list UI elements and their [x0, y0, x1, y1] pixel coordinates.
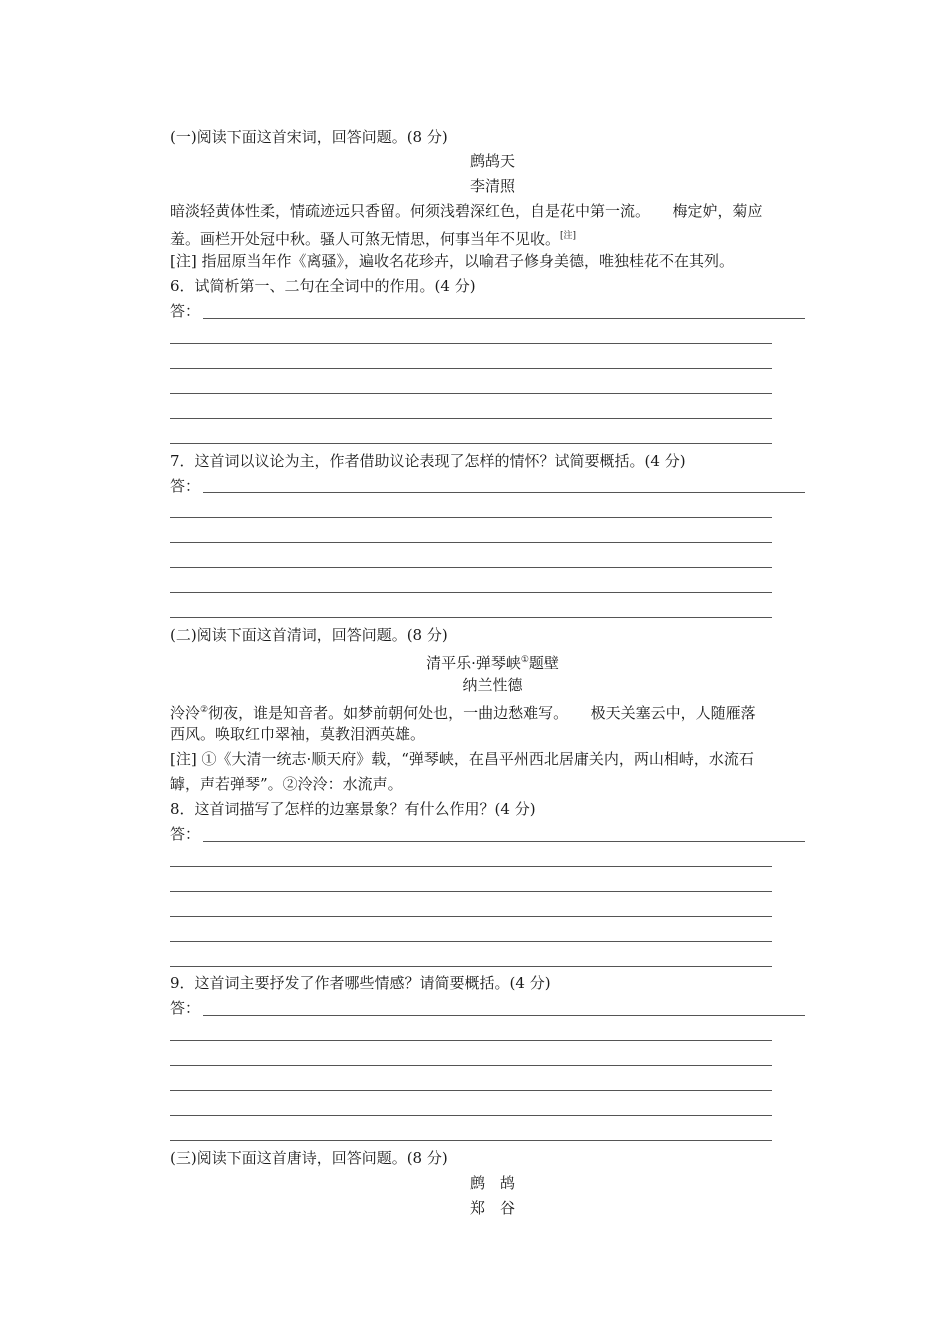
section3-intro: (三)阅读下面这首唐诗，回答问题。(8 分) [170, 1149, 448, 1167]
poem-title: 鹧鸪天 [469, 152, 515, 170]
answer-line [170, 941, 772, 942]
poem-title: 鹧 鸪 [469, 1174, 515, 1192]
question-8: 8．这首词描写了怎样的边塞景象？有什么作用？(4 分) [170, 800, 536, 818]
answer-line [170, 1065, 772, 1066]
answer-line [170, 891, 772, 892]
answer-line [170, 966, 772, 967]
answer-label: 答： [170, 825, 201, 843]
answer-line [203, 492, 805, 493]
answer-line [170, 567, 772, 568]
answer-line [170, 443, 772, 444]
answer-line [170, 517, 772, 518]
answer-line [170, 1140, 772, 1141]
poem-title: 清平乐·弹琴峡①题壁 [426, 654, 559, 672]
answer-label: 答： [170, 477, 201, 495]
answer-line [170, 1115, 772, 1116]
answer-line [170, 542, 772, 543]
question-6: 6．试简析第一、二句在全词中的作用。(4 分) [170, 277, 476, 295]
poem-author: 李清照 [469, 177, 515, 195]
answer-line [170, 1040, 772, 1041]
answer-line [203, 1015, 805, 1016]
question-7: 7．这首词以议论为主，作者借助议论表现了怎样的情怀？试简要概括。(4 分) [170, 452, 686, 470]
answer-line [170, 368, 772, 369]
section1-intro: (一)阅读下面这首宋词，回答问题。(8 分) [170, 128, 448, 146]
poem-note: [注] ①《大清一统志·顺天府》载，“弹琴峡，在昌平州西北居庸关内，两山相峙，水流石 [170, 750, 754, 768]
poem-line: 暗淡轻黄体性柔，情疏迹远只香留。何须浅碧深红色，自是花中第一流。 梅定妒，菊应 [170, 202, 763, 220]
poem-line: 羞。画栏开处冠中秋。骚人可煞无情思，何事当年不见收。[注] [170, 230, 577, 248]
poem-note: [注] 指屈原当年作《离骚》，遍收名花珍卉，以喻君子修身美德，唯独桂花不在其列。 [170, 252, 734, 270]
poem-note: 罅，声若弹琴”。②泠泠：水流声。 [170, 775, 403, 793]
poem-author: 郑 谷 [469, 1199, 515, 1217]
answer-label: 答： [170, 999, 201, 1017]
poem-line: 西风。唤取红巾翠袖，莫教泪洒英雄。 [170, 725, 426, 743]
answer-line [170, 916, 772, 917]
answer-line [170, 617, 772, 618]
answer-line [170, 592, 772, 593]
answer-line [170, 866, 772, 867]
answer-line [203, 841, 805, 842]
question-9: 9．这首词主要抒发了作者哪些情感？请简要概括。(4 分) [170, 974, 551, 992]
note-marker: [注] [560, 231, 577, 241]
answer-line [170, 343, 772, 344]
answer-line [203, 318, 805, 319]
section2-intro: (二)阅读下面这首清词，回答问题。(8 分) [170, 626, 448, 644]
answer-line [170, 1090, 772, 1091]
answer-label: 答： [170, 302, 201, 320]
answer-line [170, 393, 772, 394]
poem-line: 泠泠②彻夜，谁是知音者。如梦前朝何处也，一曲边愁难写。 极天关塞云中，人随雁落 [170, 704, 756, 722]
answer-line [170, 418, 772, 419]
poem-author: 纳兰性德 [462, 676, 523, 694]
